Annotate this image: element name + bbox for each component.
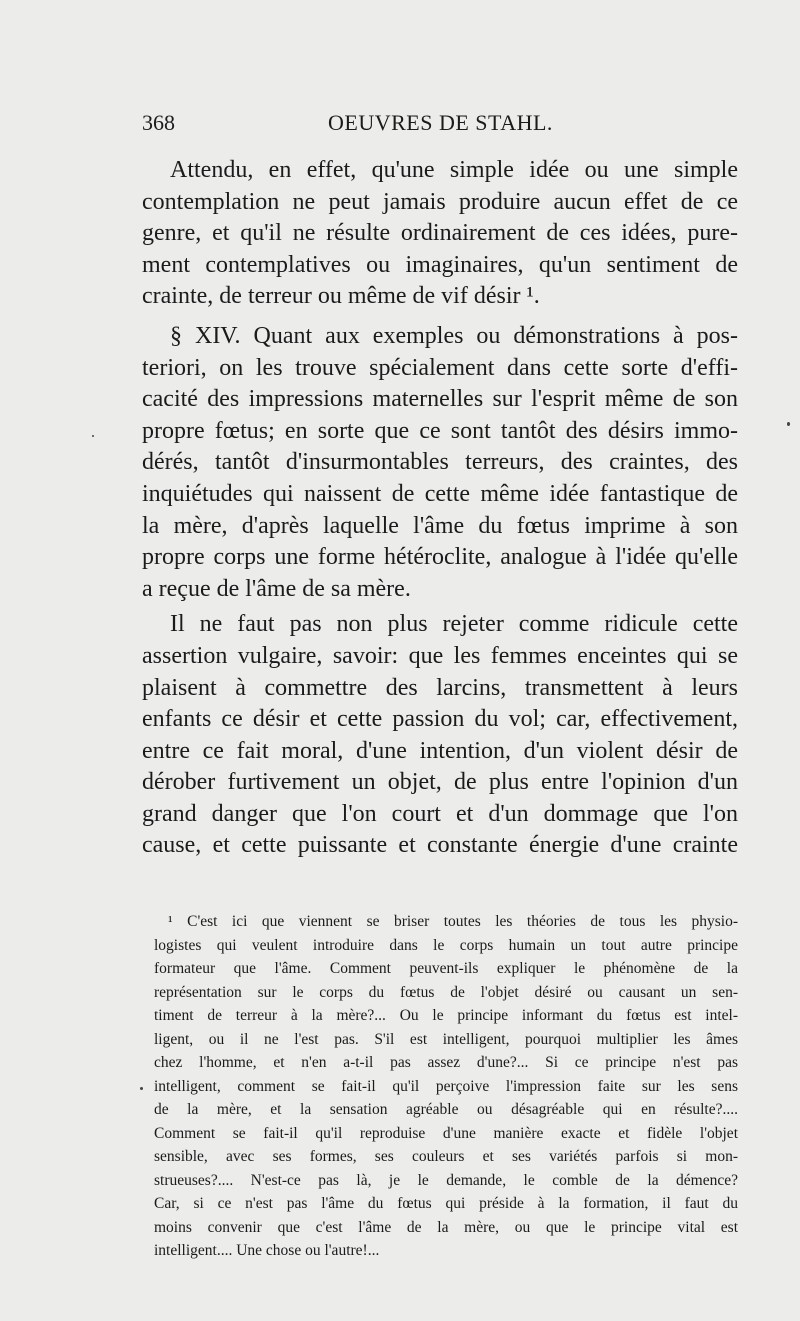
main-text — [142, 155, 738, 862]
text-line: cause, et cette puissante et constante énergie d'une crainte — [142, 832, 738, 859]
footnote-line: intelligent, comment se fait-il qu'il perçoive l'impression faite sur les sens — [154, 1077, 738, 1095]
footnote-line: Car, si ce n'est pas l'âme du fœtus qui préside à la formation, il faut du — [154, 1195, 738, 1212]
footnote-line: de la mère, et la sensation agréable ou désagréable qui en résulte?.... — [154, 1101, 738, 1118]
text-line: teriori, on les trouve spécialement dans cette sorte d'effi- — [142, 354, 738, 381]
text-line: entre ce fait moral, d'une intention, d'un violent désir de — [142, 737, 738, 764]
text-line: genre, et qu'il ne résulte ordinairement de ces idées, pure- — [142, 220, 738, 247]
text-line: Il ne faut pas non plus rejeter comme ridicule cette — [170, 611, 738, 638]
footnote-line: moins convenir que c'est l'âme de la mère, ou que le principe vital est — [154, 1218, 738, 1236]
text-line: propre fœtus; en sorte que ce sont tantôt des désirs immo- — [142, 417, 738, 444]
text-line: dérober furtivement un objet, de plus entre l'opinion d'un — [142, 769, 738, 796]
page-number: 368 — [142, 110, 175, 135]
text-line: crainte, de terreur ou même de vif désir ¹. — [142, 283, 540, 310]
text-line: inquiétudes qui naissent de cette même idée fantastique de — [142, 480, 738, 507]
paper-speck — [140, 1087, 143, 1090]
text-line: enfants ce désir et cette passion du vol; car, effectivement, — [142, 706, 738, 733]
section-heading-line: § XIV. Quant aux exemples ou démonstrations à pos- — [170, 322, 738, 349]
running-title: OEUVRES DE STAHL. — [328, 110, 553, 135]
footnote-block — [154, 910, 738, 1263]
text-line: grand danger que l'on court et d'un dommage que l'on — [142, 800, 738, 827]
footnote-line: représentation sur le corps du fœtus de l'objet désiré ou causant un sen- — [154, 983, 738, 1001]
text-line: contemplation ne peut jamais produire aucun effet de ce — [142, 188, 738, 215]
page-header — [142, 110, 738, 144]
footnote-line: sensible, avec ses formes, ses couleurs et ses variétés parfois si mon- — [154, 1148, 738, 1165]
text-line: assertion vulgaire, savoir: que les femmes enceintes qui se — [142, 642, 738, 669]
footnote-line: chez l'homme, et n'en a-t-il pas assez d'une?... Si ce principe n'est pas — [154, 1054, 738, 1071]
text-line: ment contemplatives ou imaginaires, qu'un sentiment de — [142, 251, 738, 278]
footnote-line: ¹ C'est ici que viennent se briser toutes les théories de tous les physio- — [168, 913, 738, 930]
footnote-line: logistes qui veulent introduire dans le corps humain un tout autre principe — [154, 936, 738, 954]
text-line: plaisent à commettre des larcins, transmettent à leurs — [142, 674, 738, 701]
text-line: dérés, tantôt d'insurmontables terreurs, des craintes, des — [142, 449, 738, 476]
footnote-line: strueuses?.... N'est-ce pas là, je le demande, le comble de la démence? — [154, 1171, 738, 1189]
text-line: propre corps une forme hétéroclite, analogue à l'idée qu'elle — [142, 544, 738, 571]
paper-speck — [92, 435, 94, 437]
text-line: cacité des impressions maternelles sur l'esprit même de son — [142, 386, 738, 413]
footnote-line: ligent, ou il ne l'est pas. S'il est intelligent, pourquoi multiplier les âmes — [154, 1030, 738, 1048]
footnote-line: intelligent.... Une chose ou l'autre!... — [154, 1242, 380, 1259]
text-line: a reçue de l'âme de sa mère. — [142, 575, 411, 602]
footnote-line: formateur que l'âme. Comment peuvent-ils expliquer le phénomène de la — [154, 960, 738, 977]
footnote-line: Comment se fait-il qu'il reproduise d'une manière exacte et fidèle l'objet — [154, 1124, 738, 1142]
paper-speck — [787, 422, 790, 426]
text-line: la mère, d'après laquelle l'âme du fœtus imprime à son — [142, 512, 738, 539]
footnote-line: timent de terreur à la mère?... Ou le principe informant du fœtus est intel- — [154, 1007, 738, 1024]
text-line: Attendu, en effet, qu'une simple idée ou une simple — [170, 157, 738, 183]
